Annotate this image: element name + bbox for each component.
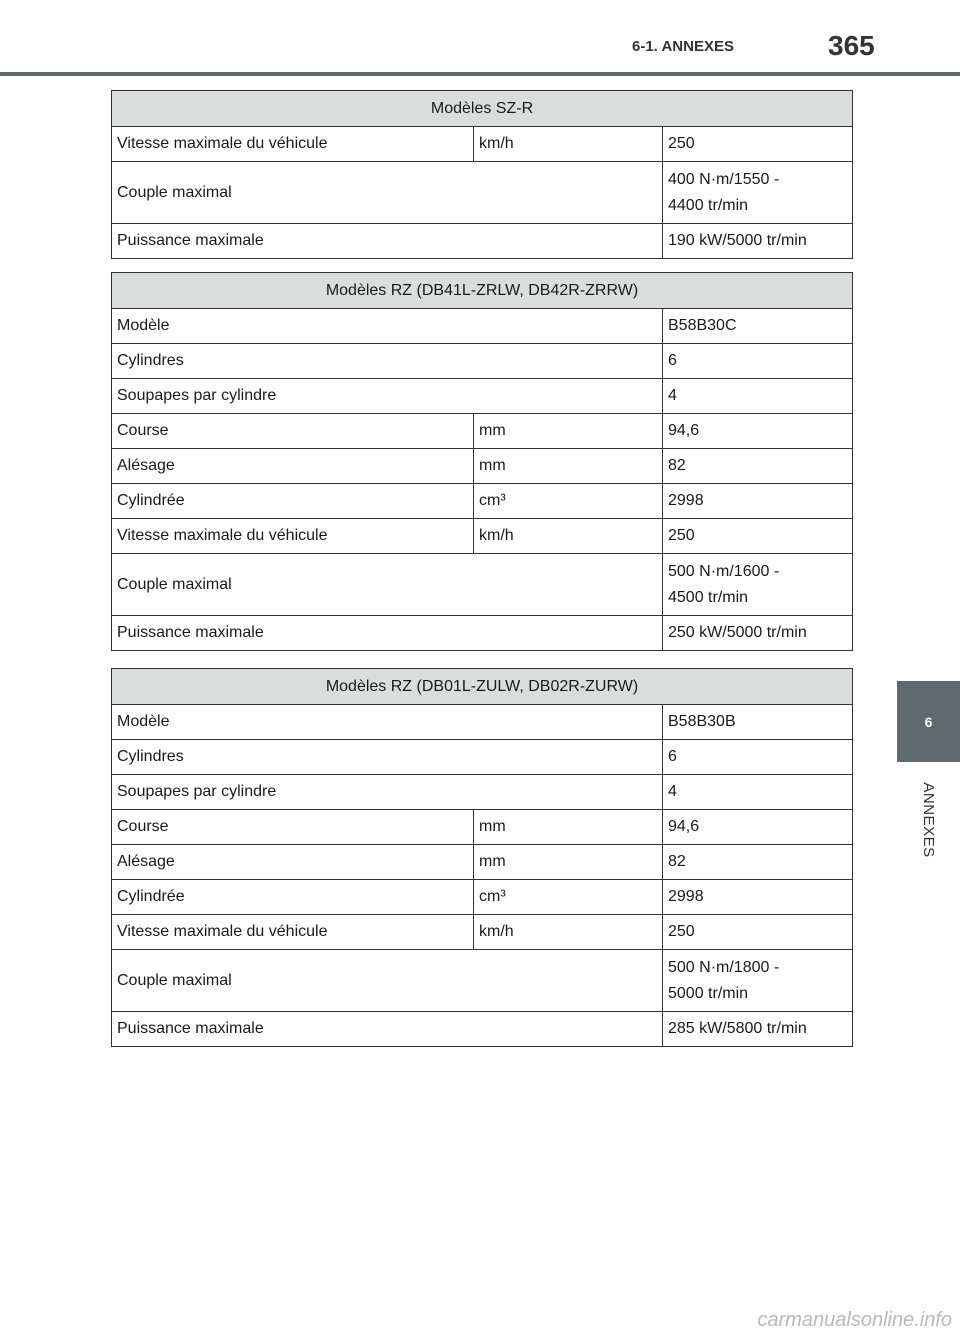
table-row xyxy=(112,309,853,344)
table-row xyxy=(112,484,853,519)
row-label: Alésage xyxy=(112,845,474,880)
table-row xyxy=(112,950,853,1012)
row-value: B58B30C xyxy=(663,309,853,344)
spec-table-sz-r xyxy=(111,90,853,259)
row-label: Couple maximal xyxy=(112,162,663,224)
row-label: Vitesse maximale du véhicule xyxy=(112,519,474,554)
row-value: 2998 xyxy=(663,880,853,915)
row-unit: km/h xyxy=(474,127,663,162)
row-unit: mm xyxy=(474,810,663,845)
row-label: Cylindrée xyxy=(112,484,474,519)
table-row xyxy=(112,880,853,915)
row-value xyxy=(663,950,853,1012)
table-row xyxy=(112,554,853,616)
table-row xyxy=(112,616,853,651)
row-value: 94,6 xyxy=(663,810,853,845)
row-label: Modèle xyxy=(112,705,663,740)
table-row xyxy=(112,810,853,845)
table-title: Modèles RZ (DB01L-ZULW, DB02R-ZURW) xyxy=(112,669,853,705)
row-value-line1: 400 N·m/1550 - xyxy=(668,170,780,188)
row-unit: cm³ xyxy=(474,484,663,519)
row-unit: mm xyxy=(474,845,663,880)
row-value: 285 kW/5800 tr/min xyxy=(663,1012,853,1047)
row-unit: mm xyxy=(474,449,663,484)
row-value-line1: 500 N·m/1800 - xyxy=(668,958,780,976)
table-row xyxy=(112,915,853,950)
table-row xyxy=(112,414,853,449)
row-value: 190 kW/5000 tr/min xyxy=(663,224,853,259)
row-label: Soupapes par cylindre xyxy=(112,775,663,810)
row-label: Modèle xyxy=(112,309,663,344)
row-value: 250 xyxy=(663,915,853,950)
spec-table-rz-db41l xyxy=(111,272,853,651)
table-row xyxy=(112,705,853,740)
row-value: B58B30B xyxy=(663,705,853,740)
row-label: Puissance maximale xyxy=(112,616,663,651)
row-value-line2: 4500 tr/min xyxy=(668,588,749,606)
row-label: Vitesse maximale du véhicule xyxy=(112,127,474,162)
table-header-row xyxy=(112,91,853,127)
row-unit: mm xyxy=(474,414,663,449)
row-label: Course xyxy=(112,414,474,449)
table-row xyxy=(112,127,853,162)
table-row xyxy=(112,519,853,554)
header-divider xyxy=(0,72,960,76)
row-value: 250 xyxy=(663,519,853,554)
table-row xyxy=(112,449,853,484)
table-row xyxy=(112,162,853,224)
row-value-line2: 4400 tr/min xyxy=(668,196,749,214)
table-title: Modèles SZ-R xyxy=(112,91,853,127)
row-value: 2998 xyxy=(663,484,853,519)
row-label: Couple maximal xyxy=(112,950,663,1012)
row-value: 6 xyxy=(663,740,853,775)
table-header-row xyxy=(112,273,853,309)
table-header-row xyxy=(112,669,853,705)
row-value-line2: 5000 tr/min xyxy=(668,984,749,1002)
row-label: Puissance maximale xyxy=(112,224,663,259)
row-label: Cylindres xyxy=(112,740,663,775)
table-row xyxy=(112,1012,853,1047)
watermark: carmanualsonline.info xyxy=(757,1309,952,1331)
table-title: Modèles RZ (DB41L-ZRLW, DB42R-ZRRW) xyxy=(112,273,853,309)
row-value: 82 xyxy=(663,845,853,880)
page-number: 365 xyxy=(828,30,875,61)
row-label: Puissance maximale xyxy=(112,1012,663,1047)
row-value-line1: 500 N·m/1600 - xyxy=(668,562,780,580)
table-row xyxy=(112,740,853,775)
row-label: Cylindrée xyxy=(112,880,474,915)
table-row xyxy=(112,379,853,414)
chapter-tab[interactable] xyxy=(897,681,960,762)
table-row xyxy=(112,344,853,379)
row-label: Soupapes par cylindre xyxy=(112,379,663,414)
row-unit: km/h xyxy=(474,915,663,950)
table-row xyxy=(112,775,853,810)
row-label: Couple maximal xyxy=(112,554,663,616)
row-label: Vitesse maximale du véhicule xyxy=(112,915,474,950)
row-value xyxy=(663,554,853,616)
row-label: Alésage xyxy=(112,449,474,484)
row-label: Course xyxy=(112,810,474,845)
row-value: 4 xyxy=(663,379,853,414)
chapter-tab-label: ANNEXES xyxy=(920,782,937,858)
row-value: 94,6 xyxy=(663,414,853,449)
row-value: 250 kW/5000 tr/min xyxy=(663,616,853,651)
row-unit: cm³ xyxy=(474,880,663,915)
row-value: 6 xyxy=(663,344,853,379)
row-value: 250 xyxy=(663,127,853,162)
row-label: Cylindres xyxy=(112,344,663,379)
spec-table-rz-db01l xyxy=(111,668,853,1047)
table-row xyxy=(112,845,853,880)
table-row xyxy=(112,224,853,259)
row-value: 4 xyxy=(663,775,853,810)
chapter-tab-number: 6 xyxy=(924,713,933,730)
section-title: 6-1. ANNEXES xyxy=(632,38,734,55)
row-unit: km/h xyxy=(474,519,663,554)
row-value xyxy=(663,162,853,224)
row-value: 82 xyxy=(663,449,853,484)
